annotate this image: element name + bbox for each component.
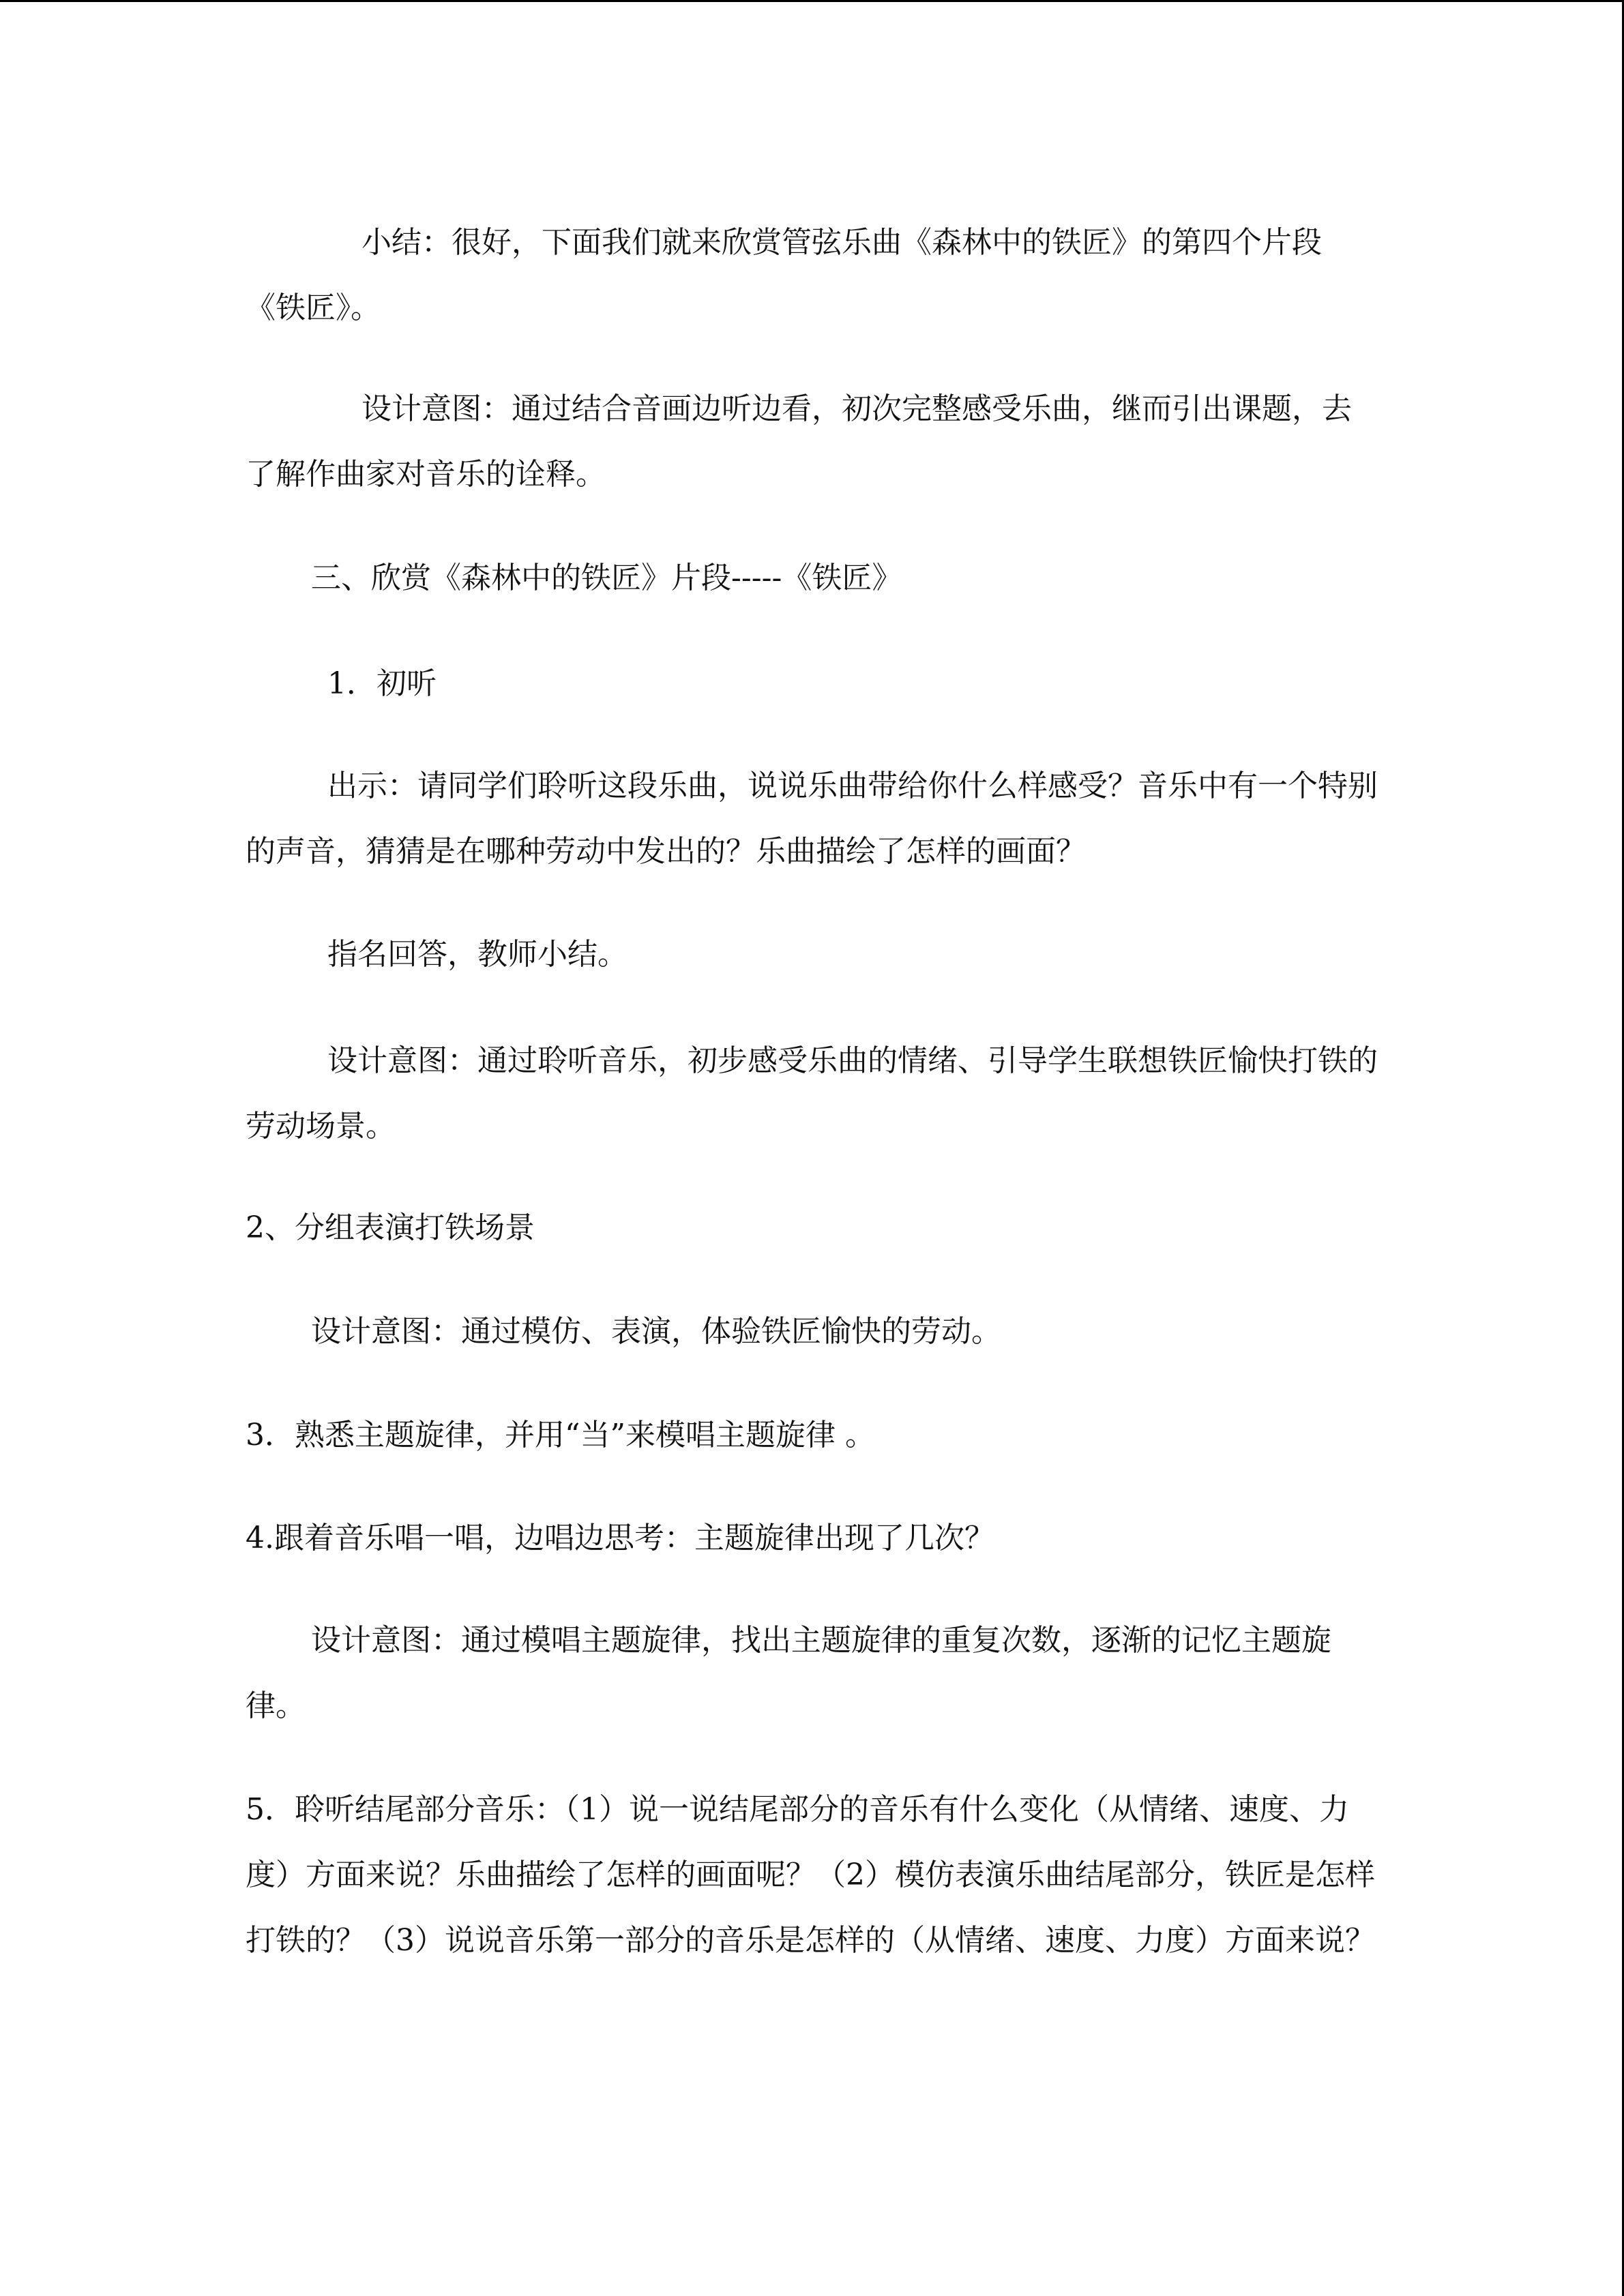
paragraph-prompt: 出示：请同学们聆听这段乐曲，说说乐曲带给你什么样感受？音乐中有一个特别的声音，猜猜是在哪种劳动中发出的？乐曲描绘了怎样的画面？	[246, 769, 1378, 869]
paragraph-design-intent-1: 设计意图：通过结合音画边听边看，初次完整感受乐曲，继而引出课题，去了解作曲家对音乐的诠释。	[246, 391, 1352, 492]
paragraph-design-intent-2: 设计意图：通过聆听音乐，初步感受乐曲的情绪、引导学生联想铁匠愉快打铁的劳动场景。	[246, 1043, 1378, 1144]
section-heading-3: 三、欣赏《森林中的铁匠》片段-----《铁匠》	[311, 561, 902, 595]
paragraph-design-intent-4: 设计意图：通过模唱主题旋律，找出主题旋律的重复次数，逐渐的记忆主题旋律。	[246, 1623, 1331, 1723]
paragraph-design-intent-3: 设计意图：通过模仿、表演，体验铁匠愉快的劳动。	[311, 1314, 1001, 1349]
document-page	[246, 0, 1378, 2296]
paragraph-answer: 指名回答，教师小结。	[327, 937, 628, 972]
step-2-heading: 2、分组表演打铁场景	[246, 1210, 535, 1245]
paragraph-summary: 小结：很好，下面我们就来欣赏管弦乐曲《森林中的铁匠》的第四个片段《铁匠》。	[246, 225, 1322, 325]
step-4-heading: 4.跟着音乐唱一唱，边唱边思考：主题旋律出现了几次？	[246, 1521, 994, 1555]
step-1-heading: 1．初听	[327, 666, 437, 701]
step-3-heading: 3．熟悉主题旋律，并用“当”来模唱主题旋律 。	[246, 1418, 875, 1452]
step-5-paragraph: 5．聆听结尾部分音乐：（1）说一说结尾部分的音乐有什么变化（从情绪、速度、力度）方面来说？乐曲描绘了怎样的画面呢？（2）模仿表演乐曲结尾部分，铁匠是怎样打铁的？（3）说说音乐第一部分的音乐是怎样的（从情绪、速度、力度）方面来说？	[246, 1792, 1375, 1958]
